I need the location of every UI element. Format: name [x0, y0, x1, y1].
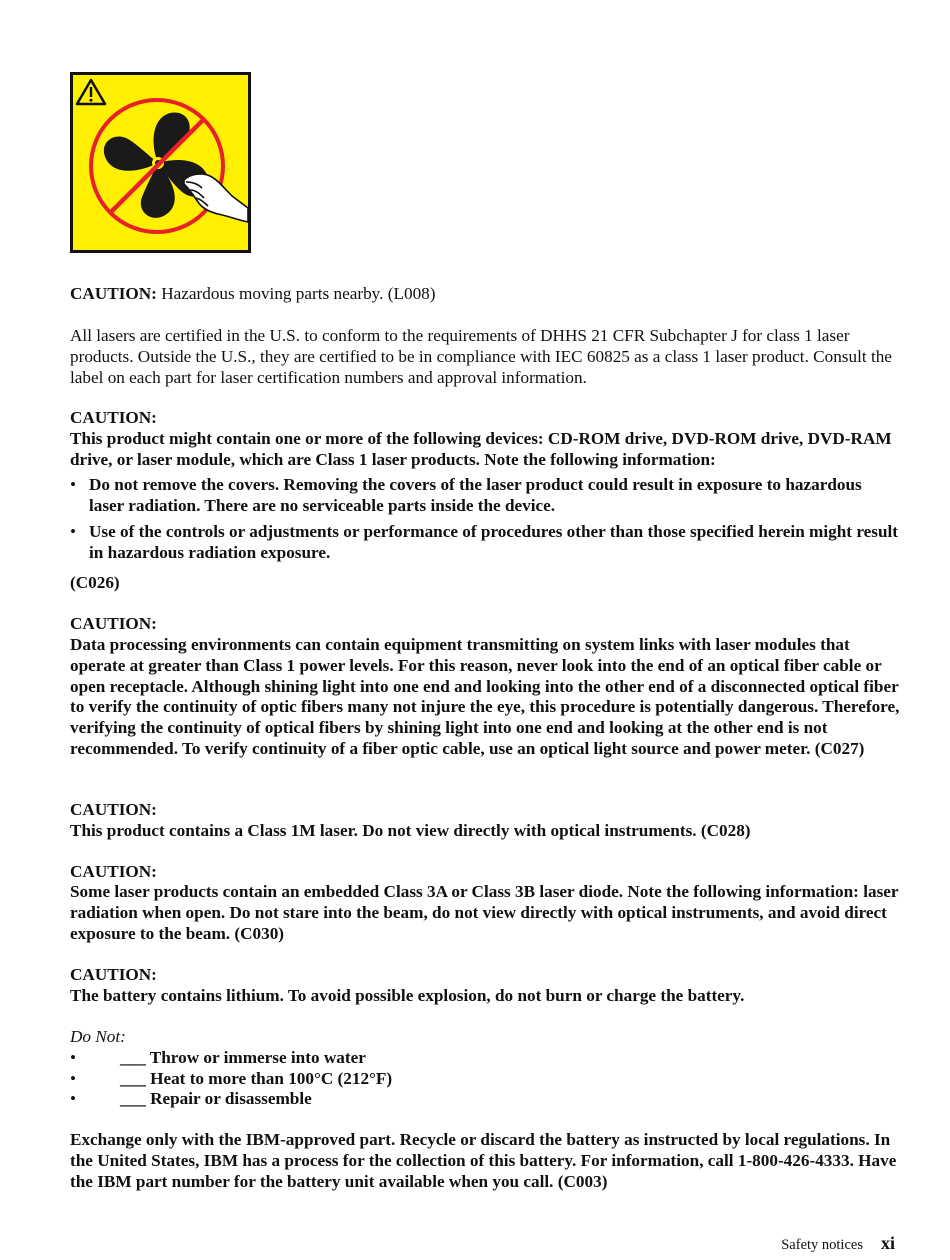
caution-label: CAUTION:: [70, 614, 157, 633]
bullet-icon: •: [70, 522, 77, 541]
caution-c030-text: Some laser products contain an embedded Class 3A or Class 3B laser diode. Note the following information: laser radiation when open. Do not stare into the beam, do not view directly with optical instruments, and avoid direct exposure to the beam. (C030): [70, 882, 899, 943]
list-item: • ___ Heat to more than 100°C (212°F): [70, 1069, 393, 1088]
footer-section-title: Safety notices: [781, 1237, 863, 1253]
caution-c026-intro: This product might contain one or more of the following devices: CD-ROM drive, DVD-ROM drive, DVD-RAM drive, or laser module, which are Class 1 laser products. Note the following information:: [70, 429, 892, 469]
hazardous-moving-parts-fan-icon: [70, 72, 251, 253]
caution-code: (C026): [70, 573, 120, 592]
caution-c003-text: The battery contains lithium. To avoid possible explosion, do not burn or charge the battery.: [70, 986, 745, 1005]
caution-text: Hazardous moving parts nearby. (L008): [156, 284, 436, 303]
caution-label: CAUTION:: [70, 284, 157, 303]
laser-certification-paragraph: All lasers are certified in the U.S. to conform to the requirements of DHHS 21 CFR Subchapter J for class 1 laser products. Outside the U.S., they are certified to be in compliance with IEC 60825 as a class 1 laser product. Consult the label on each part for laser certification numbers and approval information.: [70, 326, 892, 387]
page-footer: [781, 1233, 895, 1254]
battery-exchange-paragraph: Exchange only with the IBM-approved part. Recycle or discard the battery as instructed by local regulations. In the United States, IBM has a process for the collection of this battery. For information, call 1-800-426-4333. Have the IBM part number for the battery unit available when you call. (C003): [70, 1130, 897, 1191]
caution-label: CAUTION:: [70, 965, 157, 984]
bullet-icon: •: [70, 1089, 77, 1108]
bullet-icon: •: [70, 1048, 77, 1067]
caution-label: CAUTION:: [70, 408, 157, 427]
page-number: xi: [880, 1233, 895, 1253]
list-item: • ___ Throw or immerse into water: [70, 1048, 366, 1067]
list-item: • Use of the controls or adjustments or performance of procedures other than those specified herein might result in hazardous radiation exposure.: [70, 522, 899, 562]
caution-c027-text: Data processing environments can contain equipment transmitting on system links with laser modules that operate at greater than Class 1 power levels. For this reason, never look into the end of an optical fiber cable or open receptacle. Although shining light into one end and looking into the other end of a disconnected optical fiber to verify the continuity of optic fibers many not injure the eye, this procedure is potentially dangerous. Therefore, verifying the continuity of optical fibers by shining light into one end and looking at the other end is not recommended. To verify continuity of a fiber optic cable, use an optical light source and power meter. (C027): [70, 635, 900, 758]
caution-c028-text: This product contains a Class 1M laser. Do not view directly with optical instruments. (C028): [70, 821, 751, 840]
caution-label: CAUTION:: [70, 800, 157, 819]
caution-label: CAUTION:: [70, 862, 157, 881]
bullet-icon: •: [70, 475, 77, 494]
list-item: • ___ Repair or disassemble: [70, 1089, 312, 1108]
do-not-label: Do Not:: [70, 1027, 126, 1046]
list-item: • Do not remove the covers. Removing the covers of the laser product could result in exposure to hazardous laser radiation. There are no serviceable parts inside the device.: [70, 475, 862, 515]
caution-l008: [70, 284, 900, 305]
bullet-icon: •: [70, 1069, 77, 1088]
